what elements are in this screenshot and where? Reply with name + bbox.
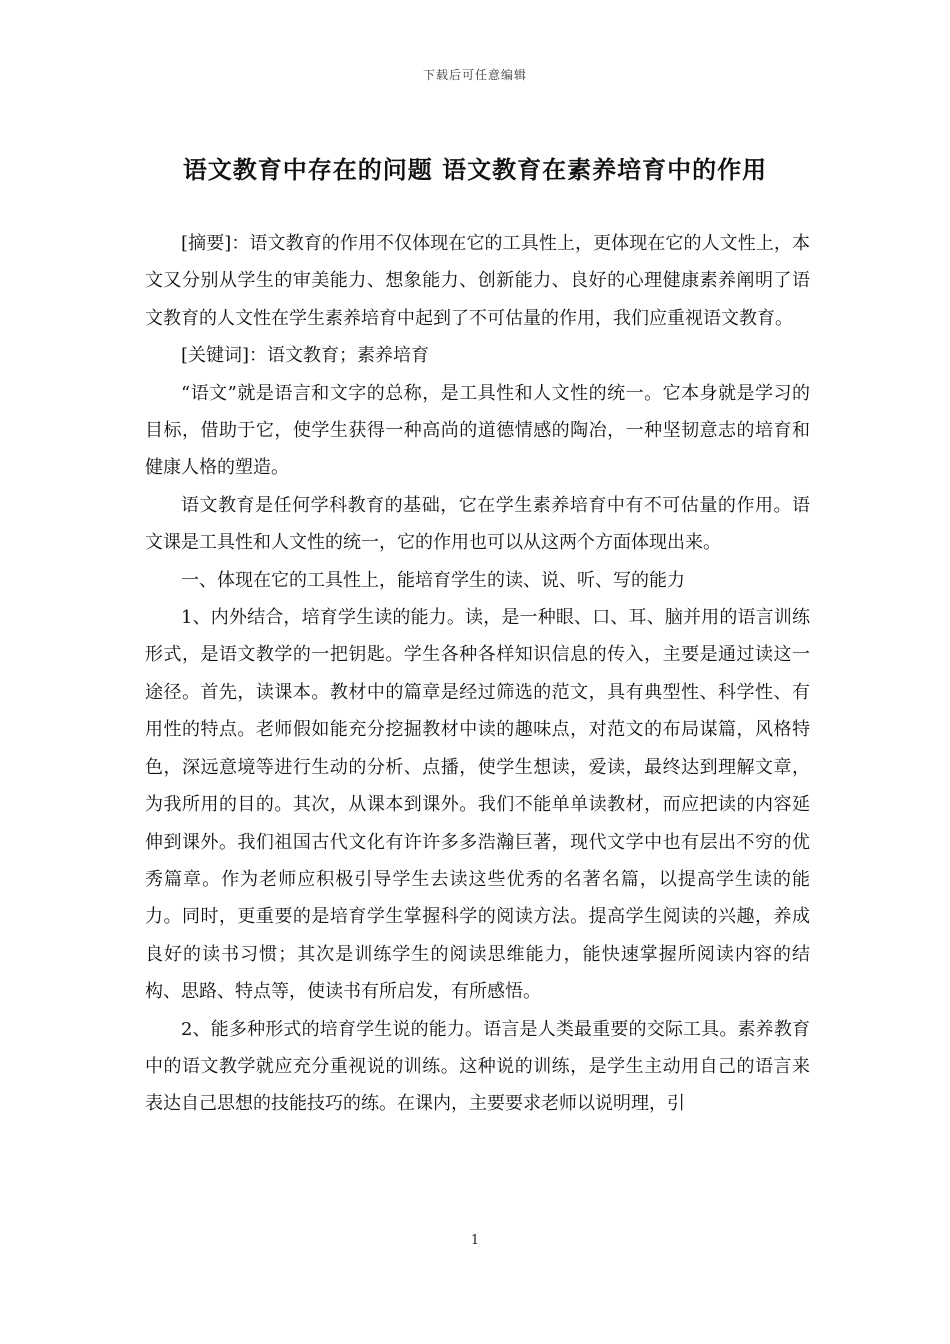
abstract-paragraph: [摘要]：语文教育的作用不仅体现在它的工具性上，更体现在它的人文性上，本文又分别从学生的审美能力、想象能力、创新能力、良好的心理健康素养阐明了语文教育的人文性在学生素养培育中起到了不可估量的作用，我们应重视语文教育。	[145, 233, 810, 329]
body-paragraph: 2、能多种形式的培育学生说的能力。语言是人类最重要的交际工具。素养教育中的语文教学就应充分重视说的训练。这种说的训练，是学生主动用自己的语言来表达自己思想的技能技巧的练。在课内，主要要求老师以说明理，引	[145, 1018, 810, 1115]
document-body	[145, 225, 810, 1123]
document-title: 语文教育中存在的问题 语文教育在素养培育中的作用	[182, 155, 768, 184]
page-number: 1	[470, 1233, 480, 1248]
body-paragraph: “语文”就是语言和文字的总称，是工具性和人文性的统一。它本身就是学习的目标，借助于它，使学生获得一种高尚的道德情感的陶冶，一种坚韧意志的培育和健康人格的塑造。	[145, 382, 810, 479]
body-paragraph: 语文教育是任何学科教育的基础，它在学生素养培育中有不可估量的作用。语文课是工具性和人文性的统一，它的作用也可以从这两个方面体现出来。	[145, 494, 810, 554]
header-note: 下载后可任意编辑	[422, 68, 527, 82]
section-heading: 一、体现在它的工具性上，能培育学生的读、说、听、写的能力	[181, 569, 685, 591]
body-paragraph: 1、内外结合，培育学生读的能力。读，是一种眼、口、耳、脑并用的语言训练形式，是语文教学的一把钥匙。学生各种各样知识信息的传入，主要是通过读这一途径。首先，读课本。教材中的篇章是经过筛选的范文，具有典型性、科学性、有用性的特点。老师假如能充分挖掘教材中读的趣味点，对范文的布局谋篇，风格特色，深远意境等进行生动的分析、点播，使学生想读，爱读，最终达到理解文章，为我所用的目的。其次，从课本到课外。我们不能单单读教材，而应把读的内容延伸到课外。我们祖国古代文化有许许多多浩瀚巨著，现代文学中也有层出不穷的优秀篇章。作为老师应积极引导学生去读这些优秀的名著名篇，以提高学生读的能力。同时，更重要的是培育学生掌握科学的阅读方法。提高学生阅读的兴趣，养成良好的读书习惯；其次是训练学生的阅读思维能力，能快速掌握所阅读内容的结构、思路、特点等，使读书有所启发，有所感悟。	[145, 607, 810, 1003]
keywords-paragraph: [关键词]：语文教育；素养培育	[181, 345, 430, 367]
